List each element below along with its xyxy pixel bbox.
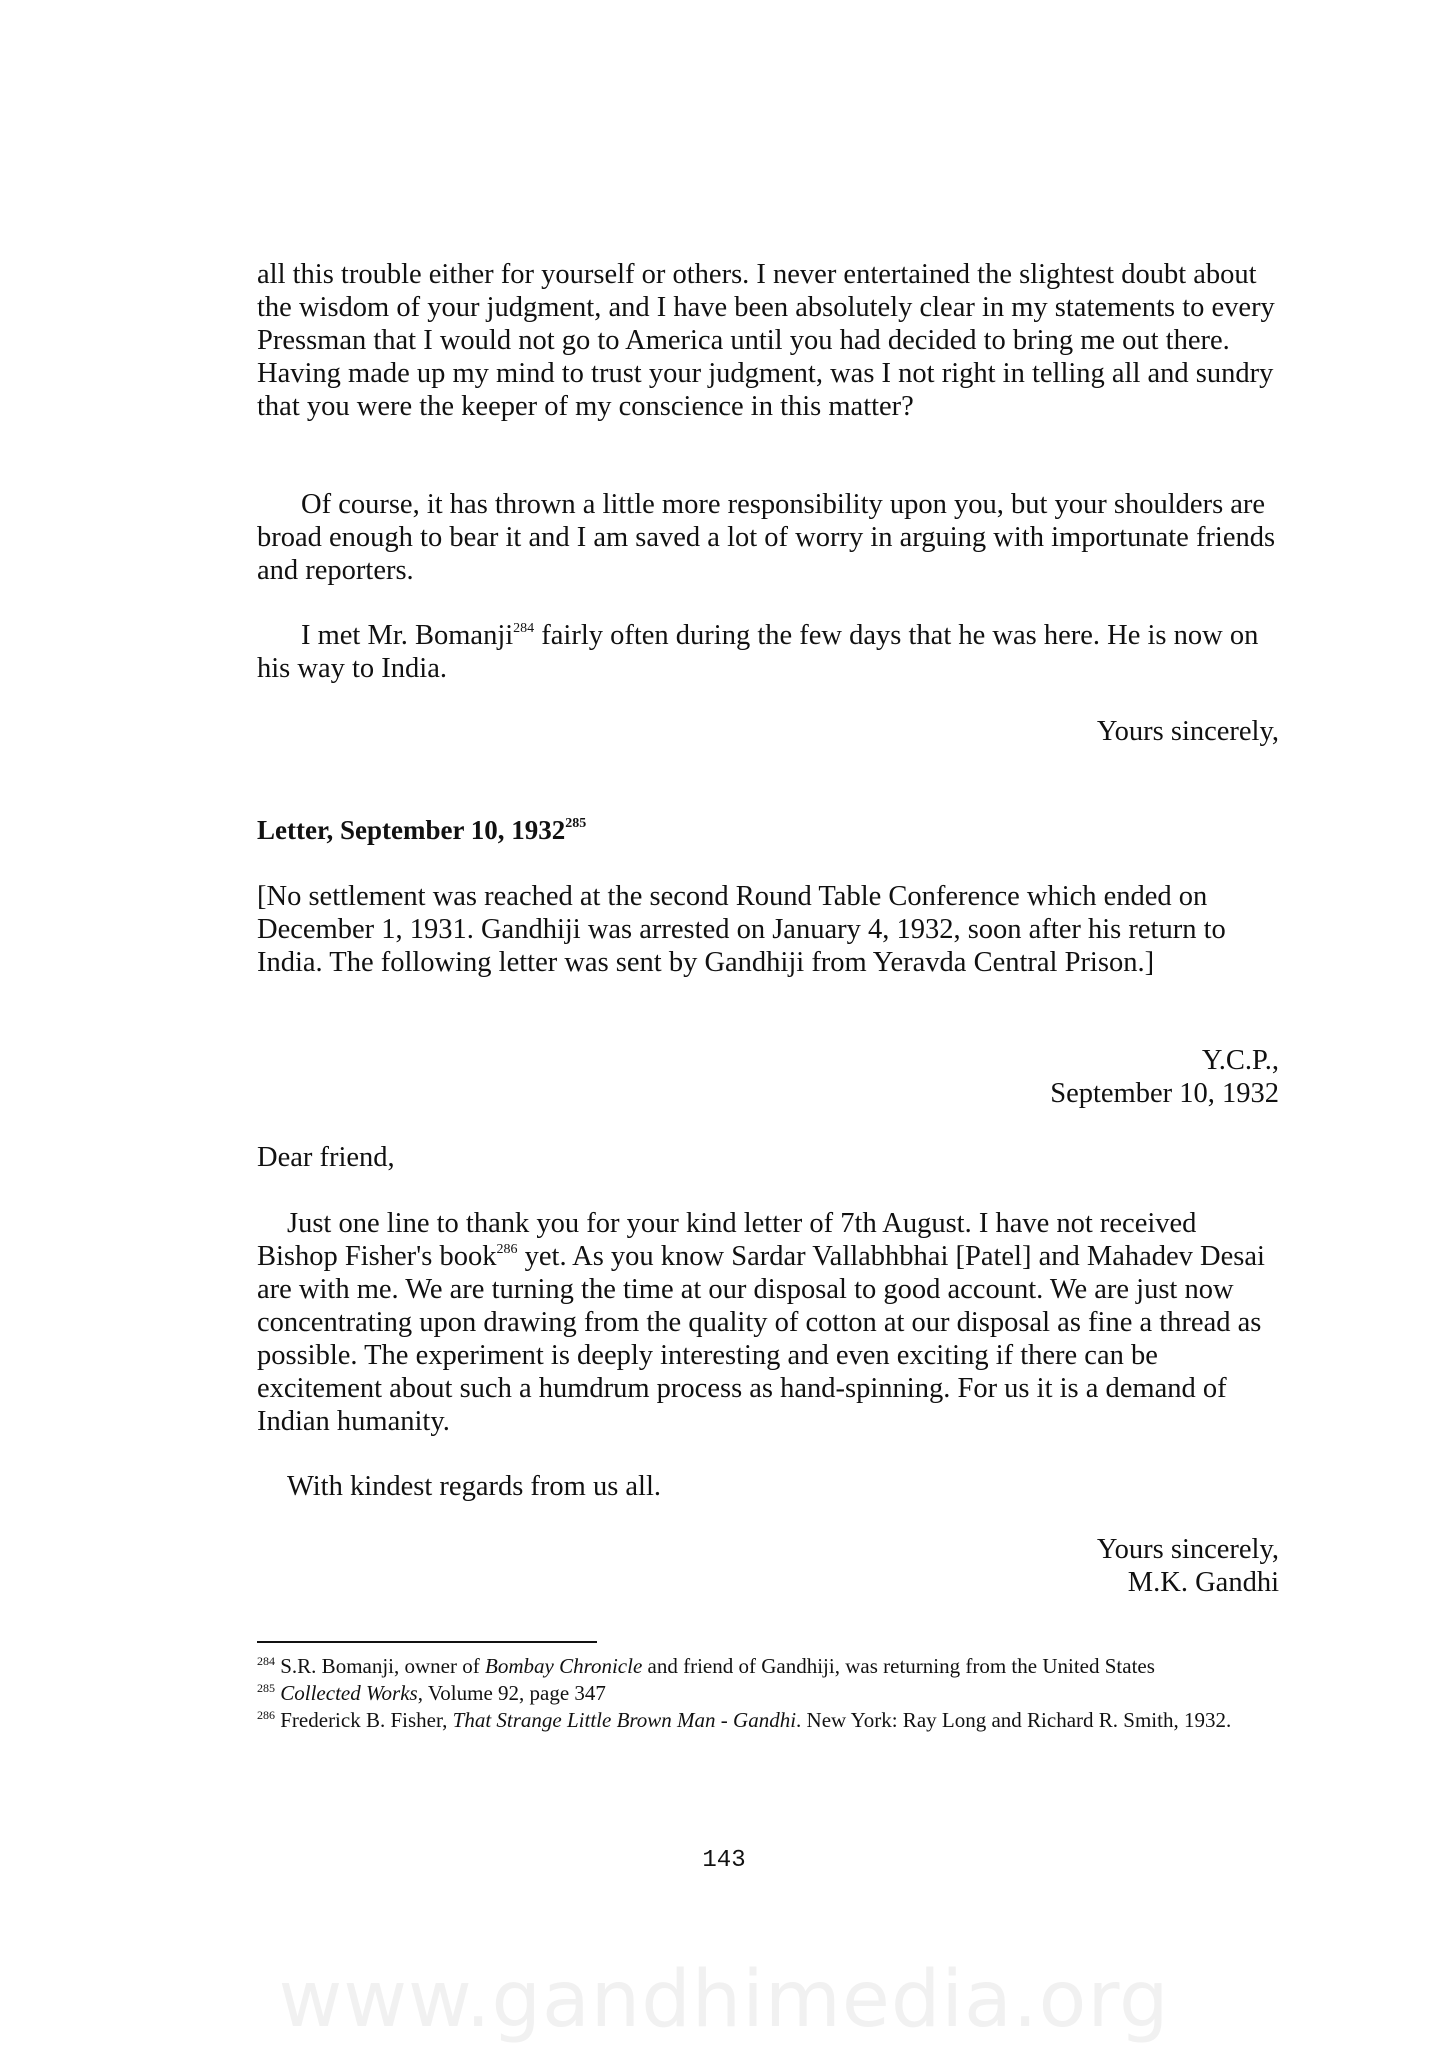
letter-body [257,1207,1279,1438]
regards-text: With kindest regards from us all. [287,1471,662,1502]
paragraph-text: Of course, it has thrown a little more responsibility upon you, but your shoulders are broad enough to bear it and I am saved a lot of worry in arguing with importunate friends and reporters. [257,489,1276,586]
salutation-text: Dear friend, [257,1142,395,1173]
address-block [257,1044,1279,1110]
paragraph-text: all this trouble either for yourself or others. I never entertained the slightest doubt about the wisdom of your judgment, and I have been absolutely clear in my statements to every Pressman that I would not go to America until you had decided to bring me out there. Having made up my mind to trust your judgment, was I not right in telling all and sundry that you were the keeper of my conscience in this matter? [257,259,1275,422]
salutation [257,1141,1279,1174]
paragraph-2 [257,488,1279,587]
paragraph-3 [257,619,1279,685]
signature: M.K. Gandhi [1127,1567,1279,1598]
paragraph-text: Just one line to thank you for your kind letter of 7th August. I have not received Bishop Fisher's book$^{286}$ yet. As you know Sardar Vallabhbhai [Patel] and Mahadev Desai are with me. We are turning the time at our disposal to good account. We are just now concentrating upon drawing from the quality of cotton at our disposal as fine a thread as possible. The experiment is deeply interesting and even exciting if there can be excitement about such a humdrum process as hand-spinning. For us it is a demand of Indian humanity. [257,1208,1265,1437]
footnote-ref[interactable]: 286 [496,1242,518,1257]
footnote-ref[interactable]: 284 [513,621,535,636]
address-place: Y.C.P., [1201,1045,1279,1076]
closing-1 [257,715,1279,748]
footnotes [257,1653,1279,1734]
address-date: September 10, 1932 [1050,1078,1279,1109]
page-number: 143 [702,1847,746,1874]
closing-2 [257,1533,1279,1599]
note-text: [No settlement was reached at the second Round Table Conference which ended on December 1, 1931. Gandhiji was arrested on January 4, 1932, soon after his return to India. The following letter was sent by Gandhiji from Yeravda Central Prison.] [257,881,1226,978]
regards [257,1470,1279,1503]
letter-heading [257,814,1279,847]
footnote-286: $^{286}$ Frederick B. Fisher, That Strange Little Brown Man - Gandhi. New York: Ray Long and Richard R. Smith, 1932. [257,1708,1232,1732]
watermark: www.gandhimedia.org [278,1955,1170,2045]
closing-text: Yours sincerely, [1096,1534,1279,1565]
paragraph-text: I met Mr. Bomanji$^{284}$ fairly often during the few days that he was here. He is now on his way to India. [257,620,1259,684]
footnote-ref[interactable]: 285 [565,816,587,831]
footnote-divider [257,1641,597,1643]
section-heading: Letter, September 10, 1932$^{285}$ [257,815,587,845]
closing-text: Yours sincerely, [1096,716,1279,747]
paragraph-1 [257,258,1279,423]
footnote-284: $^{284}$ S.R. Bomanji, owner of Bombay Chronicle and friend of Gandhiji, was returning from the United States [257,1654,1155,1678]
footnote-285: $^{285}$ Collected Works, Volume 92, page 347 [257,1681,606,1705]
editorial-note [257,880,1279,979]
